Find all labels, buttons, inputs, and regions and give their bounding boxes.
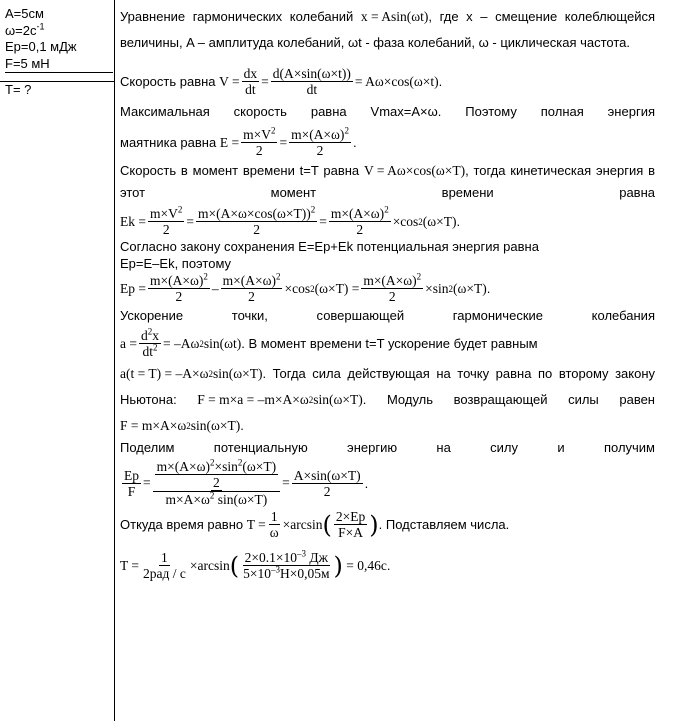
vt-paragraph: Скорость в момент времени t=T равна V = Aω×cos(ω×T), тогда кинетическая энергия в этот момент времени равна bbox=[120, 160, 655, 204]
result-line: T = $\frac{1}{\text{2рад / с}}$ ×arcsin ( $\frac{2\times 0.1\times 10^{-3} Дж}{5\times 10^{-3}Н\times 0,05м}$ ) = 0,46с . bbox=[120, 548, 391, 581]
acc-heading: Ускорение точки, совершающей гармонические колебания bbox=[120, 308, 655, 323]
given-block bbox=[5, 6, 113, 73]
divide-line: Поделим потенциальную энергию на силу и получим bbox=[120, 440, 655, 455]
velocity-formula: V = $\frac{dx}{dt}$ = $\frac{d(A\times\sin(\omega\times t))}{dt}$ = Aω×cos(ω×t) bbox=[219, 66, 439, 97]
acc-formula: a = $\frac{d^2x}{dt^2}$ = –Aω 2 sin(ωt) bbox=[120, 326, 242, 359]
force-paragraph: a(t = T) = –A×ω 2 sin(ω×T). Тогда сила действующая на точку равна по второму закону Ньютона: F = m×a = –m×A×ω 2 sin(ω×T). Модуль возвращающей силы равен F = m×A×ω 2 sin(ω×T). bbox=[120, 361, 655, 439]
law-line-1: Согласно закону сохранения E=Ep+Ek потенциальная энергия равна bbox=[120, 239, 539, 254]
velocity-line: Скорость равна V = $\frac{dx}{dt}$ = $\frac{d(A\times\sin(\omega\times t))}{dt}$ = Aω×cos(ω×t) . bbox=[120, 66, 443, 97]
given-ep: Ep=0,1 мДж bbox=[5, 39, 77, 54]
acc-t-formula: a(t = T) = –A×ω 2 sin(ω×T) bbox=[120, 366, 263, 381]
time-line: Откуда время равно T = $\frac{1}{\omega}$ ×arcsin ( $\frac{2\times Ep}{F\times A}$ ) . Подставляем числа. bbox=[120, 509, 510, 540]
ratio-line: $\frac{Ep}{F}$ = $\frac{\frac{m\times(A\times\omega)^2\times\sin^2(\omega\times T)}{2}}{m\times A\times\omega^2 \sin(\omega\times T)}$ = $\frac{A\times\sin(\omega\times T)}{2}$ . bbox=[120, 459, 655, 507]
solution bbox=[120, 4, 655, 583]
ep-line: Ep = $\frac{m\times(A\times\omega)^2}{2}$ – $\frac{m\times(A\times\omega)^2}{2}$ ×cos 2 (ω×T) = $\frac{m\times(A\times\omega)^2}{2}$ ×sin 2 (ω×T) . bbox=[120, 271, 491, 304]
equation-x: x = Asin(ωt) bbox=[360, 9, 429, 24]
paragraph-intro: Уравнение гармонических колебаний x = Asin(ωt), где x – смещение колеблющейся величины, A – амплитуда колебаний, ωt - фаза колебаний, ω - циклическая частота. bbox=[120, 4, 655, 56]
ep-formula: Ep = $\frac{m\times(A\times\omega)^2}{2}$ – $\frac{m\times(A\times\omega)^2}{2}$ ×cos 2 (ω×T) = $\frac{m\times(A\times\omega)^2}{2}$ ×sin 2 (ω×T) bbox=[120, 271, 487, 304]
ek-line: Ek = $\frac{m\times V^2}{2}$ = $\frac{m\times(A\times\omega\times\cos(\omega\times T))^2}{2}$ = $\frac{m\times(A\times\omega)^2}{2}$ ×cos 2 (ω×T) . bbox=[120, 204, 461, 237]
law-line-2: Ep=E–Ek, поэтому bbox=[120, 256, 232, 271]
column-divider bbox=[114, 0, 115, 721]
time-formula: T = $\frac{1}{\omega}$ ×arcsin ( $\frac{2\times Ep}{F\times A}$ ) bbox=[246, 509, 379, 540]
find-value: T= ? bbox=[5, 82, 32, 97]
acc-line: a = $\frac{d^2x}{dt^2}$ = –Aω 2 sin(ωt) . В момент времени t=T ускорение будет равным bbox=[120, 326, 538, 359]
vt-formula: V = Aω×cos(ω×T) bbox=[363, 163, 466, 178]
energy-formula: E = $\frac{m\times V^2}{2}$ = $\frac{m\times(A\times\omega)^2}{2}$ bbox=[219, 125, 349, 158]
given-force: F=5 мН bbox=[5, 56, 113, 74]
given-omega: $\omega=2с^{-1}$ bbox=[5, 21, 45, 38]
ratio-formula: $\frac{Ep}{F}$ = $\frac{\frac{m\times(A\times\omega)^2\times\sin^2(\omega\times T)}{2}}{m\times A\times\omega^2 \sin(\omega\times T)}$ = $\frac{A\times\sin(\omega\times T)}{2}$ bbox=[124, 457, 361, 507]
result-formula: T = $\frac{1}{\text{2рад / с}}$ ×arcsin ( $\frac{2\times 0.1\times 10^{-3} Дж}{5\times 10^{-3}Н\times 0,05м}$ ) = 0,46с bbox=[120, 548, 387, 581]
given-amplitude: A=5см bbox=[5, 6, 44, 21]
energy-line: маятника равна E = $\frac{m\times V^2}{2}$ = $\frac{m\times(A\times\omega)^2}{2}$ . bbox=[120, 125, 357, 158]
force-modulus-formula: F = m×A×ω 2 sin(ω×T) bbox=[120, 418, 241, 433]
vmax-line: Максимальная скорость равна Vmax=A×ω. Поэтому полная энергия bbox=[120, 104, 655, 119]
force-formula: F = m×a = –m×A×ω 2 sin(ω×T) bbox=[197, 392, 363, 407]
ek-formula: Ek = $\frac{m\times V^2}{2}$ = $\frac{m\times(A\times\omega\times\cos(\omega\times T))^2}{2}$ = $\frac{m\times(A\times\omega)^2}{2}$ ×cos 2 (ω×T) bbox=[120, 204, 457, 237]
